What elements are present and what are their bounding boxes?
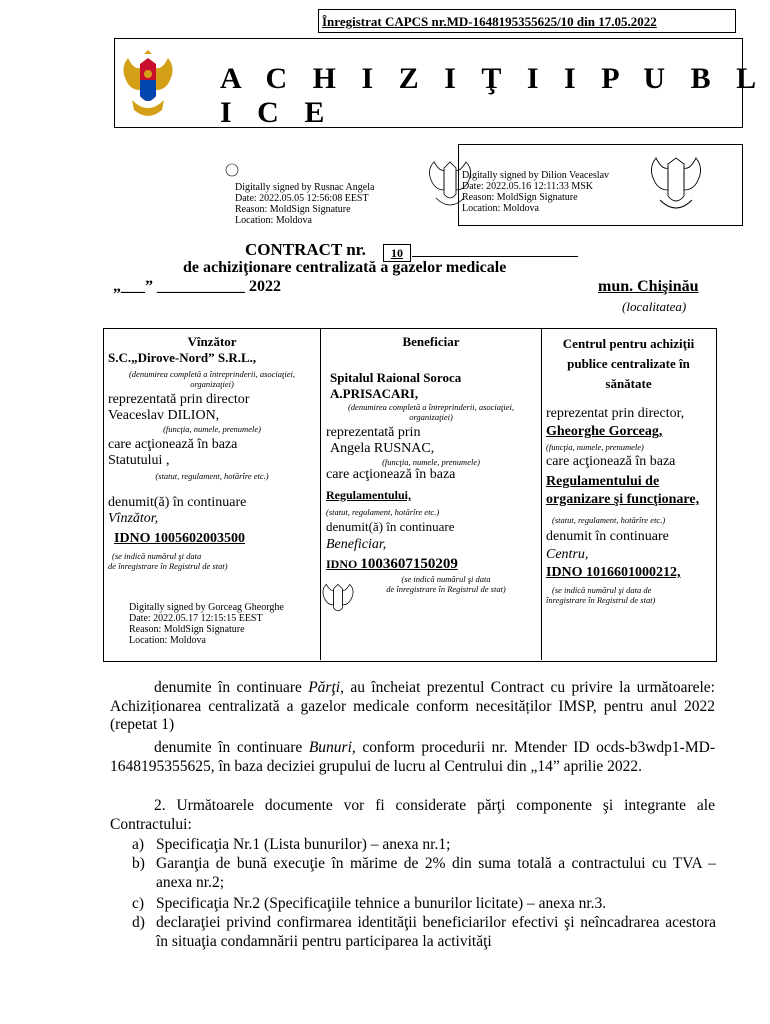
contract-label: CONTRACT nr.: [245, 240, 366, 259]
list-item-text: Garanţia de bună execuţie în mărime de 2% din suma totală a contractului cu TVA – anexa nr.2;: [156, 855, 716, 891]
center-alias-intro: denumit în continuare: [546, 529, 669, 544]
center-rep-hint: (funcţia, numele, prenumele): [546, 442, 644, 452]
seller-idno-hint: (se indică numărul şi data: [112, 551, 202, 561]
signature-rusnac: Digitally signed by Rusnac Angela Date: 2022.05.05 12:56:08 EEST Reason: MoldSign Signature Location: Moldova: [235, 182, 375, 226]
seller-idno: IDNO 1005602003500: [114, 531, 246, 546]
text: denumite în continuare: [154, 739, 309, 756]
contract-number: 10: [383, 244, 411, 262]
seller-basis-hint: (statut, regulament, hotărîre etc.): [155, 471, 269, 481]
signature-stamp-icon: [224, 162, 240, 178]
center-idno-hint: (se indică numărul şi data de: [552, 585, 652, 595]
seller-name: S.C.„Dirove-Nord” S.R.L.,: [108, 350, 257, 365]
list-item-label: c): [132, 895, 145, 912]
seal-icon: [320, 580, 356, 624]
seller-basis-doc: Statutului ,: [108, 453, 170, 468]
seller-rep: reprezentată prin director: [108, 392, 250, 407]
paragraph-goods: [110, 739, 715, 776]
contract-city: mun. Chişinău: [598, 278, 699, 295]
list-item-label: b): [132, 855, 145, 872]
buyer-alias: Beneficiar,: [326, 537, 387, 552]
center-idno: IDNO 1016601000212,: [546, 565, 681, 580]
list-item-text: Specificaţia Nr.2 (Specificaţiile tehnice a bunurilor licitate) – anexa nr.3.: [156, 895, 607, 912]
center-column: [546, 334, 711, 605]
seller-column: [108, 334, 316, 571]
buyer-name-hint: (denumirea completă a întreprinderii, asociaţiei, organizaţiei): [347, 402, 515, 422]
number-underline: [412, 256, 578, 257]
seller-basis: care acţionează în baza: [108, 437, 238, 452]
seller-rep-hint: (funcţia, numele, prenumele): [163, 424, 261, 434]
contract-subtitle: de achiziţionare centralizată a gazelor medicale: [183, 259, 507, 276]
center-alias: Centru,: [546, 547, 589, 562]
contract-date: „___” ___________ 2022: [113, 278, 281, 295]
paragraph-documents: 2. Următoarele documente vor fi considerate părţi componente şi integrante ale Contractului:: [110, 797, 715, 833]
text-emphasis: Bunuri,: [308, 739, 356, 756]
seller-header: Vînzător: [187, 334, 237, 349]
seller-name-hint: (denumirea completă a întreprinderii, asociaţiei, organizaţiei): [128, 369, 296, 389]
coat-of-arms-icon: [118, 50, 178, 122]
seller-alias-intro: denumit(ă) în continuare: [108, 495, 247, 510]
buyer-header: Beneficiar: [402, 334, 460, 349]
buyer-basis-doc: Regulamentului,: [326, 488, 412, 502]
text: , au încheiat prezentul Contract cu privire la următoarele: Achiziționarea centralizată a gazelor medicale conform necesităților IMSP, pentru anul 2022 (repetat 1): [110, 679, 715, 733]
registration-stamp: Înregistrat CAPCS nr.MD-1648195355625/10 din 17.05.2022: [318, 9, 736, 33]
paragraph-parties: [110, 679, 715, 735]
buyer-column: [326, 334, 536, 594]
buyer-basis: care acţionează în baza: [326, 467, 456, 482]
seller-rep-name: Veaceslav DILION,: [108, 408, 220, 423]
text-emphasis: Părţi: [308, 679, 341, 696]
list-item-label: d): [132, 914, 145, 931]
buyer-idno-hint: de înregistrare în Registrul de stat): [386, 584, 506, 594]
buyer-rep: reprezentată prin: [326, 425, 421, 440]
list-item-text: declaraţiei privind confirmarea identităţii beneficiarilor efectivi şi neîncadrarea acestora în situaţia condamnării pentru participarea la activităţi: [156, 914, 716, 950]
buyer-idno-hint: (se indică numărul şi data: [401, 574, 491, 584]
center-basis-doc: Regulamentului de organizare şi funcţionare,: [546, 474, 700, 507]
buyer-rep-hint: (funcţia, numele, prenumele): [382, 457, 480, 467]
text: conform procedurii nr. Mtender ID ocds-b3wdp1-MD-1648195355625, în baza deciziei grupului de lucru al Centrului din „14” aprilie 2022.: [110, 739, 715, 775]
buyer-rep-name: Angela RUSNAC,: [330, 441, 435, 456]
seller-idno-hint: de înregistrare în Registrul de stat): [108, 561, 228, 571]
center-rep-name: Gheorghe Gorceag,: [546, 424, 663, 439]
center-basis-hint: (statut, regulament, hotărîre etc.): [552, 515, 666, 525]
signature-gorceag: Digitally signed by Gorceag Gheorghe Date: 2022.05.17 12:15:15 EEST Reason: MoldSign Signature Location: Moldova: [129, 602, 284, 646]
list-item-text: Specificaţia Nr.1 (Lista bunurilor) – anexa nr.1;: [156, 836, 451, 853]
buyer-alias-intro: denumit(ă) în continuare: [326, 519, 455, 534]
buyer-name: Spitalul Raional Soroca A.PRISACARI,: [330, 370, 462, 401]
buyer-idno: 1003607150209: [360, 556, 458, 572]
center-basis: care acţionează în baza: [546, 454, 676, 469]
list-item-label: a): [132, 836, 145, 853]
seller-alias: Vînzător,: [108, 511, 159, 526]
center-rep: reprezentat prin director,: [546, 406, 685, 421]
city-hint: (localitatea): [622, 299, 687, 314]
table-divider: [541, 328, 542, 660]
buyer-basis-hint: (statut, regulament, hotărîre etc.): [326, 507, 440, 517]
text: denumite în continuare: [154, 679, 309, 696]
page-title: A C H I Z I Ţ I I P U B L I C E: [220, 62, 764, 129]
center-header: Centrul pentru achiziţii publice centralizate în sănătate: [562, 336, 695, 391]
buyer-idno-prefix: IDNO: [326, 557, 361, 571]
seal-icon: [646, 150, 706, 220]
signature-dilion: Digitally signed by Dilion Veaceslav Date: 2022.05.16 12:11:33 MSK Reason: MoldSign Signature Location: Moldova: [462, 170, 610, 214]
center-idno-hint: înregistrare în Registrul de stat): [546, 595, 656, 605]
